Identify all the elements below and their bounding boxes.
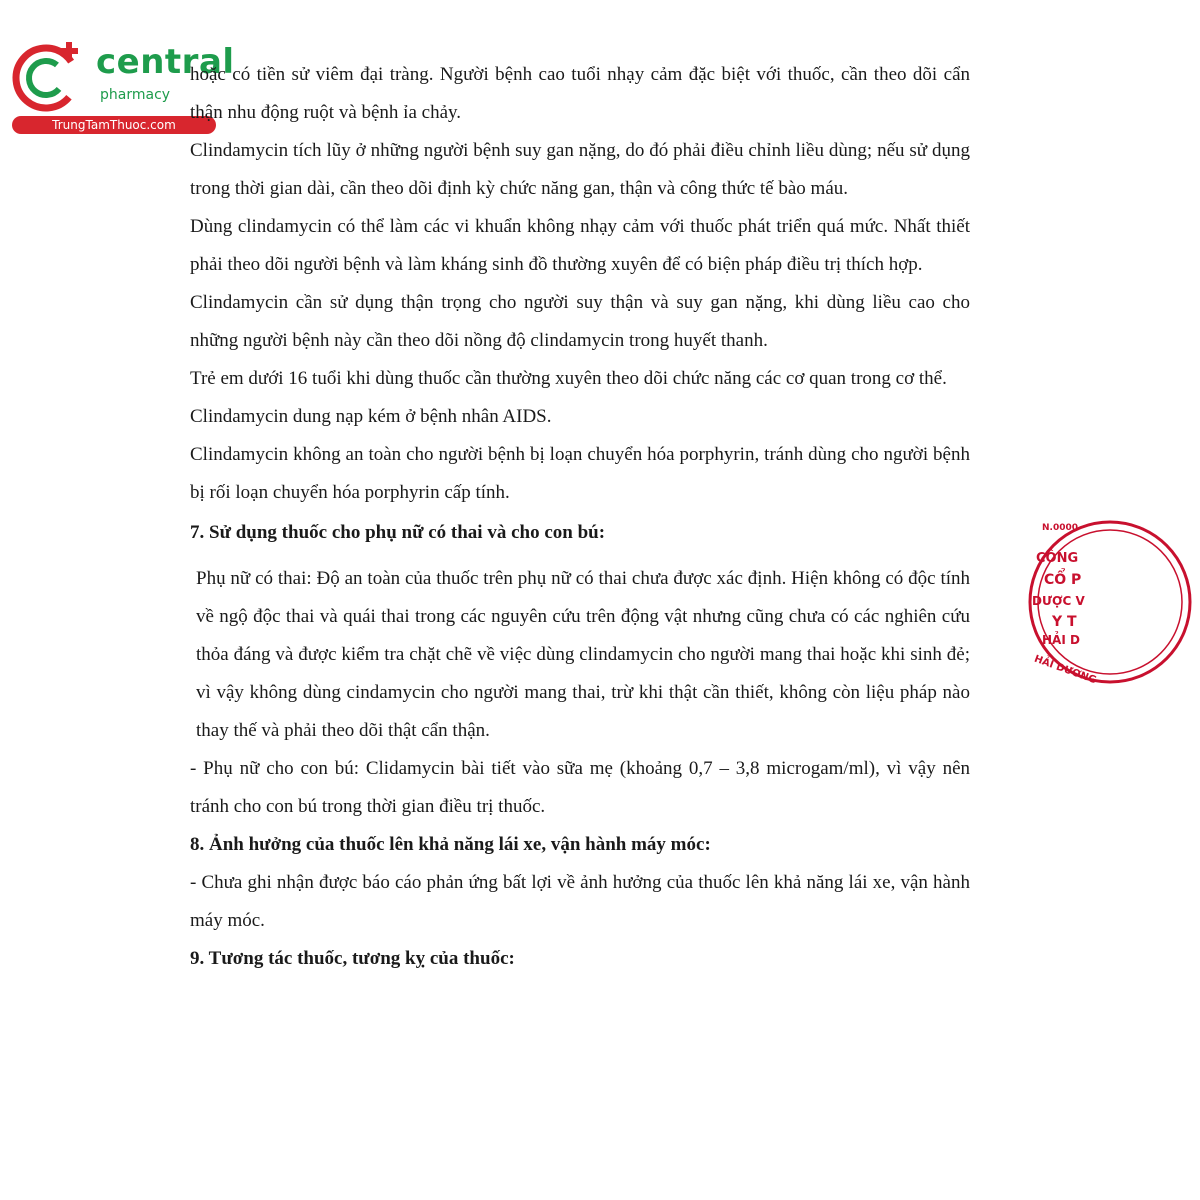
paragraph: Clindamycin không an toàn cho người bệnh bị loạn chuyển hóa porphyrin, tránh dùng cho người bệnh bị rối loạn chuyển hóa porphyrin cấp tính. <box>190 444 970 503</box>
logo-name: central <box>96 42 235 82</box>
company-stamp <box>1028 510 1098 690</box>
stamp-line: CỔ P <box>1044 572 1082 588</box>
section-heading-8: 8. Ảnh hưởng của thuốc lên khả năng lái xe, vận hành máy móc: <box>190 834 711 855</box>
paragraph: Clindamycin tích lũy ở những người bệnh suy gan nặng, do đó phải điều chỉnh liều dùng; nếu sử dụng trong thời gian dài, cần theo dõi định kỳ chức năng gan, thận và công thức tế bào máu. <box>190 140 970 199</box>
stamp-line: Y T <box>1052 614 1077 630</box>
paragraph: Trẻ em dưới 16 tuổi khi dùng thuốc cần thường xuyên theo dõi chức năng các cơ quan trong cơ thể. <box>190 368 947 389</box>
stamp-line: HẢI DƯƠNG <box>1032 653 1098 687</box>
paragraph: - Phụ nữ cho con bú: Clidamycin bài tiết vào sữa mẹ (khoảng 0,7 – 3,8 microgam/ml), vì vậy nên tránh cho con bú trong thời gian điều trị thuốc. <box>190 758 970 817</box>
stamp-line: CÔNG <box>1036 551 1079 566</box>
pharmacy-logo <box>8 36 235 136</box>
stamp-line: HẢI D <box>1042 633 1080 647</box>
logo-subtitle: pharmacy <box>100 87 171 103</box>
stamp-seal-icon <box>1028 510 1098 690</box>
paragraph: Clindamycin dung nạp kém ở bệnh nhân AIDS. <box>190 406 552 427</box>
paragraph: Clindamycin cần sử dụng thận trọng cho người suy thận và suy gan nặng, khi dùng liều cao cho những người bệnh này cần theo dõi nồng độ clindamycin trong huyết thanh. <box>190 292 970 351</box>
paragraph: hoặc có tiền sử viêm đại tràng. Người bệnh cao tuổi nhạy cảm đặc biệt với thuốc, cần theo dõi cẩn thận nhu động ruột và bệnh ỉa chảy. <box>190 64 970 123</box>
paragraph: Phụ nữ có thai: Độ an toàn của thuốc trên phụ nữ có thai chưa được xác định. Hiện không có độc tính về ngộ độc thai và quái thai trong các nguyên cứu trên động vật nhưng cũng chưa có các nghiên cứu thỏa đáng và được kiểm tra chặt chẽ về việc dùng clindamycin cho người mang thai hoặc khi sinh đẻ; vì vậy không dùng cindamycin cho người mang thai, trừ khi thật cần thiết, không còn liệu pháp nào thay thế và phải theo dõi thật cẩn thận. <box>196 568 970 741</box>
paragraph: Dùng clindamycin có thể làm các vi khuẩn không nhạy cảm với thuốc phát triển quá mức. Nhất thiết phải theo dõi người bệnh và làm kháng sinh đồ thường xuyên để có biện pháp điều trị thích hợp. <box>190 216 970 275</box>
section-heading-7: 7. Sử dụng thuốc cho phụ nữ có thai và cho con bú: <box>190 522 606 543</box>
section-heading-9: 9. Tương tác thuốc, tương kỵ của thuốc: <box>190 948 515 969</box>
central-pharmacy-logo-icon <box>12 38 88 114</box>
stamp-line: DƯỢC V <box>1032 594 1085 608</box>
svg-text:N.0000: N.0000 <box>1042 523 1078 533</box>
logo-banner: TrungTamThuoc.com <box>12 116 216 134</box>
document-body <box>190 56 970 978</box>
paragraph: - Chưa ghi nhận được báo cáo phản ứng bất lợi về ảnh hưởng của thuốc lên khả năng lái xe, vận hành máy móc. <box>190 872 970 931</box>
